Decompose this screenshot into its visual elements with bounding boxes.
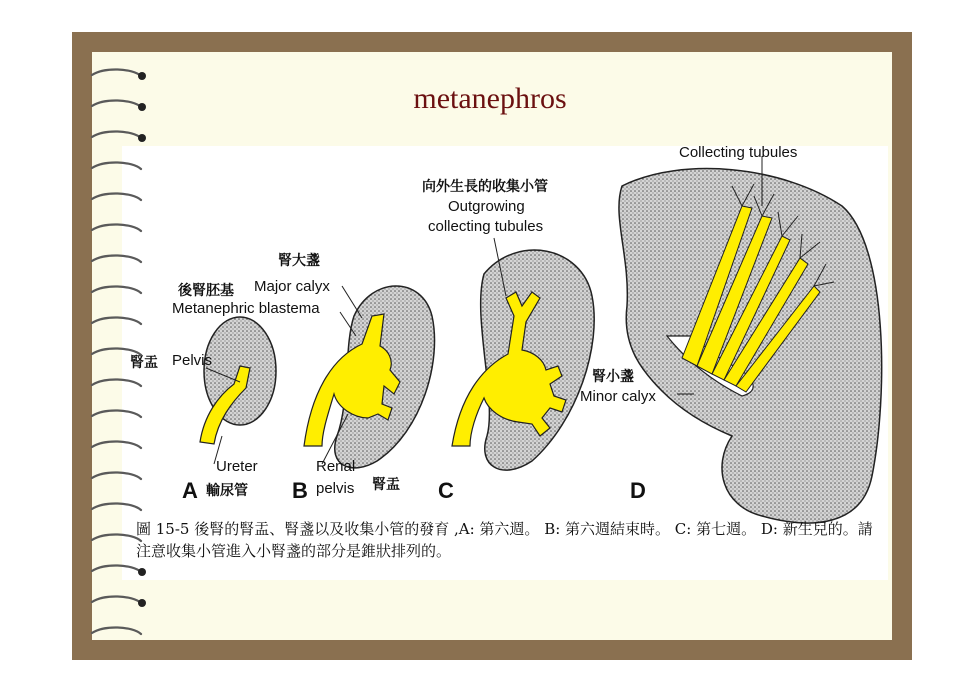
label-pelvis-en: Pelvis bbox=[172, 352, 213, 369]
label-outgrowing-en-2: collecting tubules bbox=[428, 218, 544, 235]
label-pelvis-zh: 腎盂 bbox=[130, 355, 158, 371]
figure-caption: 圖 15-5 後腎的腎盂、腎盞以及收集小管的發育 ,A: 第六週。 B: 第六週結束時。 C: 第七週。 D: 新生兒的。請注意收集小管進入小腎盞的部分是錐狀排列的。 bbox=[136, 520, 873, 560]
label-outgrowing-en-1: Outgrowing bbox=[448, 198, 525, 215]
label-collecting-tubules: Collecting tubules bbox=[679, 144, 798, 161]
label-minor-calyx-en: Minor calyx bbox=[580, 388, 656, 405]
label-metanephric-zh: 後腎胚基 bbox=[178, 283, 234, 299]
label-major-calyx-en: Major calyx bbox=[254, 278, 330, 295]
label-major-calyx-zh: 腎大盞 bbox=[278, 253, 320, 269]
label-renal-pelvis-zh: 腎盂 bbox=[372, 477, 400, 493]
label-outgrowing-zh: 向外生長的收集小管 bbox=[422, 179, 548, 195]
label-pelvis-en-2: pelvis bbox=[316, 480, 355, 497]
label-metanephric-en: Metanephric blastema bbox=[172, 300, 320, 317]
label-ureter-en: Ureter bbox=[216, 458, 258, 475]
label-ureter-zh: 輸尿管 bbox=[206, 483, 248, 499]
slide-title: metanephros bbox=[413, 82, 567, 115]
label-renal-en: Renal bbox=[316, 458, 356, 475]
panel-label-c: C bbox=[438, 478, 454, 503]
panel-label-a: A bbox=[182, 478, 198, 503]
panel-label-b: B bbox=[292, 478, 308, 503]
label-minor-calyx-zh: 腎小盞 bbox=[592, 369, 634, 385]
panel-label-d: D bbox=[630, 478, 646, 503]
kidney-development-figure bbox=[122, 146, 888, 580]
